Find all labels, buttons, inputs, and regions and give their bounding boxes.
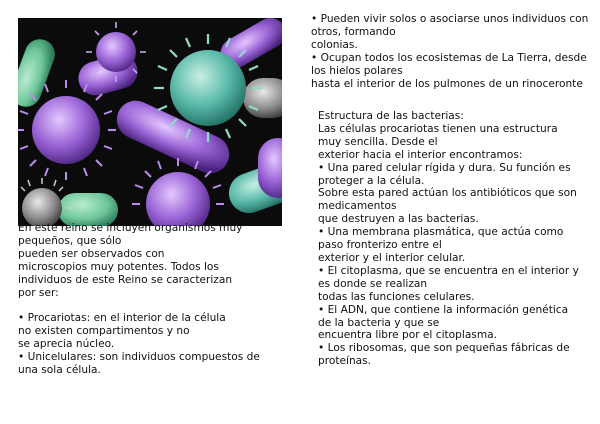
features-line: se aprecia núcleo.	[18, 338, 115, 351]
structure-line: muy sencilla. Desde el	[318, 135, 438, 148]
intro-line: por ser:	[18, 286, 59, 299]
structure-line: • Los ribosomas, que son pequeñas fábricas de	[318, 342, 570, 355]
structure-line: exterior y el interior celular.	[318, 251, 466, 264]
paragraph-spacer	[18, 299, 260, 312]
structure-line: Sobre esta pared actúan los antibióticos que son	[318, 187, 577, 200]
structure-line: proteger a la célula.	[318, 174, 425, 187]
structure-heading: Estructura de las bacterias:	[318, 110, 464, 122]
intro-line: pueden ser observados con	[18, 247, 165, 260]
structure-line: • Una membrana plasmática, que actúa como	[318, 226, 564, 239]
habitat-line: • Pueden vivir solos o asociarse unos individuos con	[311, 13, 589, 25]
features-line: • Procariotas: en el interior de la célula	[18, 312, 226, 325]
structure-line: es donde se realizan	[318, 277, 428, 290]
features-line: • Unicelulares: son individuos compuestos de	[18, 351, 260, 364]
habitat-line: • Ocupan todos los ecosistemas de La Tierra, desde	[311, 51, 587, 64]
structure-line: exterior hacia el interior encontramos:	[318, 148, 523, 161]
features-line: no existen compartimentos y no	[18, 325, 190, 338]
intro-line: individuos de este Reino se caracterizan	[18, 273, 233, 286]
habitat-line: los hielos polares	[311, 64, 403, 77]
features-line: una sola célula.	[18, 363, 101, 376]
structure-line: que destruyen a las bacterias.	[318, 213, 479, 226]
structure-line: Las células procariotas tienen una estructura	[318, 122, 558, 135]
structure-line: de la bacteria y que se	[318, 316, 440, 329]
intro-text-block	[18, 222, 260, 377]
intro-line: microscopios muy potentes. Todos los	[18, 260, 219, 273]
intro-line: En este reino se incluyen organismos muy	[18, 222, 243, 234]
habitat-text-block	[311, 13, 588, 90]
habitat-line: otros, formando	[311, 25, 396, 38]
structure-line: encuentra libre por el citoplasma.	[318, 329, 498, 342]
habitat-line: hasta el interior de los pulmones de un rinoceronte	[311, 77, 583, 90]
structure-line: • El ADN, que contiene la información genética	[318, 303, 569, 316]
structure-line: todas las funciones celulares.	[318, 290, 475, 303]
structure-line: proteínas.	[318, 355, 372, 368]
habitat-line: colonias.	[311, 38, 358, 51]
structure-line: medicamentos	[318, 200, 397, 213]
structure-line: • Una pared celular rígida y dura. Su función es	[318, 161, 571, 174]
intro-line: pequeños, que sólo	[18, 234, 122, 247]
structure-text-block	[318, 110, 579, 368]
bacteria-microscope-illustration-icon	[18, 18, 282, 226]
structure-line: • El citoplasma, que se encuentra en el interior y	[318, 264, 579, 277]
structure-line: paso fronterizo entre el	[318, 239, 442, 252]
bacteria-illustration	[18, 18, 282, 226]
